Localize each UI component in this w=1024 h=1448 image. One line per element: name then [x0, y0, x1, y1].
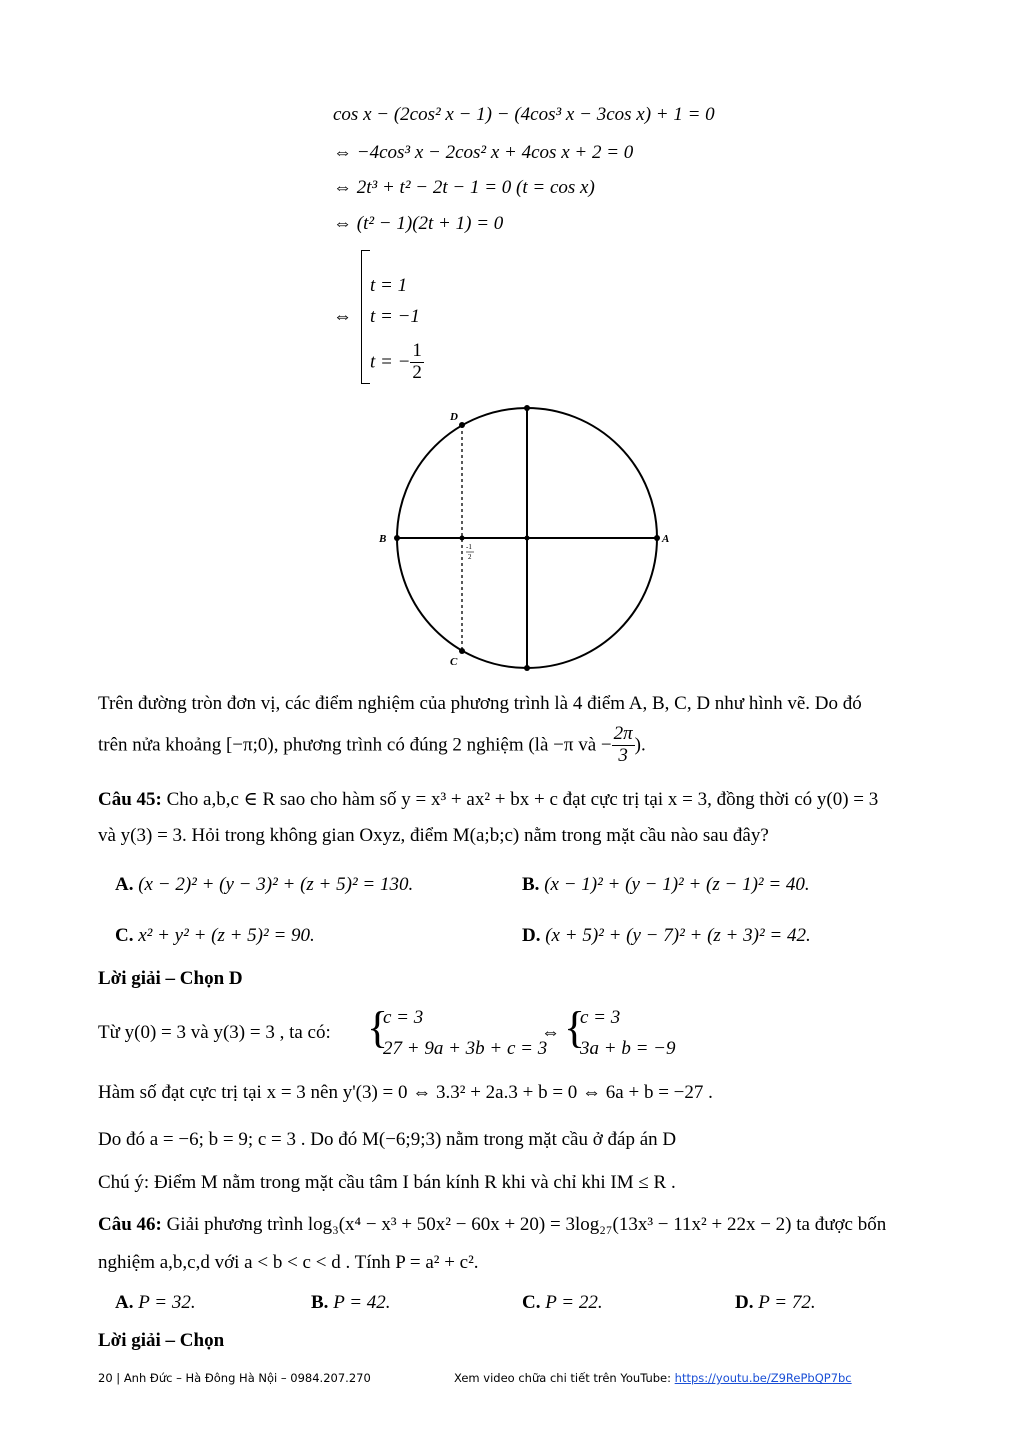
q45-option-c: [115, 925, 315, 947]
q46-option-b-text: P = 42.: [333, 1292, 391, 1313]
q46-option-a-label: A.: [115, 1292, 134, 1313]
derivation-line-4: ⇔ (t² − 1)(2t + 1) = 0: [333, 213, 504, 234]
q45-option-d-label: D.: [522, 925, 541, 946]
case-2: t = −1: [370, 306, 420, 327]
q46-option-a: [115, 1292, 196, 1314]
solution-45-extreme: Hàm số đạt cực trị tại x = 3 nên y'(3) = 0 ⇔ 3.3² + 2a.3 + b = 0 ⇔ 6a + b = −27 .: [98, 1082, 713, 1103]
system-1-line-2: 27 + 9a + 3b + c = 3: [383, 1038, 548, 1059]
derivation-line-1: cos x − (2cos² x − 1) − (4cos³ x − 3cos x) + 1 = 0: [333, 104, 715, 125]
point-bottom: [524, 665, 530, 671]
system-2-line-1: c = 3: [580, 1007, 621, 1028]
q45-option-c-text: x² + y² + (z + 5)² = 90.: [138, 925, 315, 946]
label-b: B: [379, 533, 387, 545]
q46-option-d: [735, 1292, 816, 1314]
point-c: [459, 648, 465, 654]
case-equiv-arrow: ⇔: [333, 306, 352, 327]
youtube-link[interactable]: https://youtu.be/Z9RePbQP7bc: [674, 1371, 852, 1385]
footer-right: [454, 1371, 852, 1385]
derivation-line-2: ⇔ −4cos³ x − 2cos² x + 4cos x + 2 = 0: [333, 142, 634, 163]
q45-option-b-text: (x − 1)² + (y − 1)² + (z − 1)² = 40.: [544, 874, 810, 895]
derivation-line-3: ⇔ 2t³ + t² − 2t − 1 = 0 (t = cos x): [333, 177, 595, 198]
system-equiv-arrow: ⇔: [541, 1022, 560, 1043]
q45-option-a: [115, 874, 413, 896]
q45-option-b: [522, 874, 810, 896]
question-45-label: Câu 45:: [98, 789, 162, 810]
point-center: [525, 536, 530, 541]
q45-option-b-label: B.: [522, 874, 540, 895]
point-b: [394, 535, 400, 541]
q46-option-d-label: D.: [735, 1292, 754, 1313]
case-1: t = 1: [370, 275, 408, 296]
q46-option-b-label: B.: [311, 1292, 329, 1313]
conclusion-line-2: [98, 724, 646, 767]
q45-option-d: [522, 925, 811, 947]
label-half-num: -1: [466, 543, 472, 551]
q46-option-c-text: P = 22.: [545, 1292, 603, 1313]
question-45-line-1: [98, 788, 878, 811]
question-45-line-2: và y(3) = 3. Hỏi trong không gian Oxyz, điểm M(a;b;c) nằm trong mặt cầu nào sau đây?: [98, 825, 769, 846]
q45-option-c-label: C.: [115, 925, 134, 946]
question-45-text-1: Cho a,b,c ∈ R sao cho hàm số y = x³ + ax² + bx + c đạt cực trị tại x = 3, đồng thời có y(0) = 3: [166, 789, 879, 810]
label-d: D: [450, 411, 458, 423]
conclusion-line-2-end: ).: [634, 734, 646, 756]
solution-46-heading: Lời giải – Chọn: [98, 1330, 225, 1351]
question-46-text-1: Giải phương trình log₃(x⁴ − x³ + 50x² − 60x + 20) = 3log₂₇(13x³ − 11x² + 22x − 2) ta được bốn: [166, 1214, 887, 1235]
question-46-label: Câu 46:: [98, 1214, 162, 1235]
system-2-brace: {: [564, 1003, 586, 1052]
point-half: [460, 536, 465, 541]
q46-option-a-text: P = 32.: [138, 1292, 196, 1313]
conclusion-line-2-text: trên nửa khoảng [−π;0), phương trình có đúng 2 nghiệm (là −π và −: [98, 734, 612, 756]
label-c: C: [450, 656, 458, 668]
footer-youtube-text: Xem video chữa chi tiết trên YouTube:: [454, 1371, 672, 1385]
solution-45-heading: Lời giải – Chọn D: [98, 968, 243, 989]
solution-45-note: Chú ý: Điểm M nằm trong mặt cầu tâm I bán kính R khi và chỉ khi IM ≤ R .: [98, 1172, 676, 1193]
point-a: [654, 535, 660, 541]
label-half-den: 2: [468, 553, 472, 561]
case-3-den: 2: [412, 361, 422, 383]
conclusion-line-1: Trên đường tròn đơn vị, các điểm nghiệm của phương trình là 4 điểm A, B, C, D như hình vẽ. Do đó: [98, 693, 862, 714]
q46-option-b: [311, 1292, 391, 1314]
point-top: [524, 405, 530, 411]
unit-circle-diagram: [370, 395, 680, 680]
solution-45-result: Do đó a = −6; b = 9; c = 3 . Do đó M(−6;9;3) nằm trong mặt cầu ở đáp án D: [98, 1129, 677, 1150]
q45-option-a-label: A.: [115, 874, 134, 895]
q45-option-a-text: (x − 2)² + (y − 3)² + (z + 5)² = 130.: [138, 874, 414, 895]
case-3-prefix: t = −: [370, 351, 411, 373]
q46-option-c: [522, 1292, 603, 1314]
solution-45-from: Từ y(0) = 3 và y(3) = 3 , ta có:: [98, 1022, 331, 1043]
conclusion-frac-num: 2π: [613, 723, 633, 744]
case-bracket: [361, 250, 362, 384]
point-d: [459, 422, 465, 428]
system-1-brace: {: [367, 1003, 389, 1052]
case-3: [370, 341, 424, 384]
q46-option-c-label: C.: [522, 1292, 541, 1313]
label-a: A: [662, 533, 670, 545]
q45-option-d-text: (x + 5)² + (y − 7)² + (z + 3)² = 42.: [545, 925, 811, 946]
q46-option-d-text: P = 72.: [758, 1292, 816, 1313]
conclusion-frac-den: 3: [618, 744, 628, 766]
question-46-line-2: nghiệm a,b,c,d với a < b < c < d . Tính P = a² + c².: [98, 1252, 479, 1273]
case-3-num: 1: [412, 340, 422, 361]
footer-left: 20 | Anh Đức – Hà Đông Hà Nội – 0984.207.270: [98, 1371, 371, 1385]
question-46-line-1: [98, 1214, 886, 1236]
system-1-line-1: c = 3: [383, 1007, 424, 1028]
system-2-line-2: 3a + b = −9: [580, 1038, 676, 1059]
